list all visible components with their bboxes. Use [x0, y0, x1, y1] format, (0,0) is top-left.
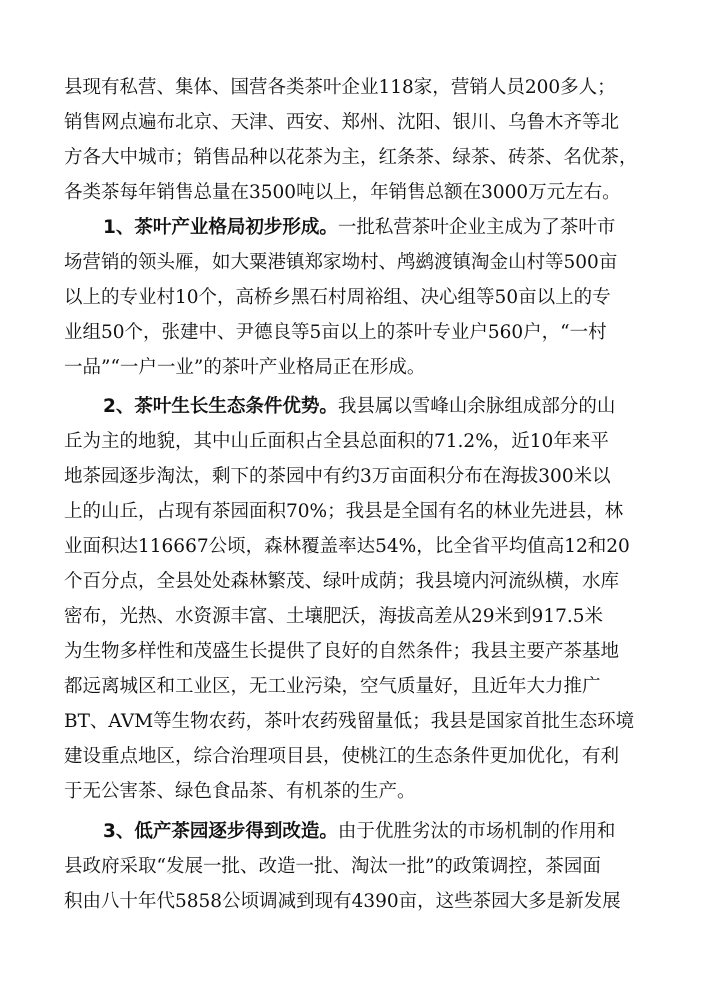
text-line: 一品”“一户一业”的茶叶产业格局正在形成。	[64, 357, 426, 378]
text-line: 县政府采取“发展一批、改造一批、淘汰一批”的政策调控，茶园面	[64, 856, 601, 877]
text-line: 丘为主的地貌，其中山丘面积占全县总面积的71.2%，近10年来平	[64, 431, 609, 452]
section-first-line	[103, 216, 615, 240]
text-line: 各类茶每年销售总量在3500吨以上，年销售总额在3000万元左右。	[64, 182, 621, 203]
text-line: 密布，光热、水资源丰富、土壤肥沃，海拔高差从29米到917.5米	[64, 606, 604, 627]
text-line: 为生物多样性和茂盛生长提供了良好的自然条件；我县主要产茶基地	[64, 641, 620, 662]
text-line: BT、AVM等生物农药，茶叶农药残留量低；我县是国家首批生态环境	[64, 711, 635, 732]
text-line: 地茶园逐步淘汰，剩下的茶园中有约3万亩面积分布在海拔300米以	[64, 466, 611, 487]
section-heading: 1、茶叶产业格局初步形成。	[103, 217, 338, 238]
text-line: 积由八十年代5858公顷调减到现有4390亩，这些茶园大多是新发展	[64, 891, 621, 912]
text-line: 以上的专业村10个，高桥乡黑石村周裕组、决心组等50亩以上的专	[64, 287, 611, 308]
text-line: 都远离城区和工业区，无工业污染，空气质量好，且近年大力推广	[64, 676, 601, 697]
section-text: 由于优胜劣汰的市场机制的作用和	[337, 821, 616, 842]
text-line: 建设重点地区，综合治理项目县，使桃江的生态条件更加优化，有利	[64, 746, 620, 767]
text-line: 业面积达116667公顷，森林覆盖率达54%，比全省平均值高12和20	[64, 536, 630, 557]
section-heading: 3、低产茶园逐步得到改造。	[103, 821, 338, 842]
section-first-line	[103, 820, 615, 844]
section-first-line	[103, 395, 615, 419]
text-line: 上的山丘，占现有茶园面积70%；我县是全国有名的林业先进县，林	[64, 501, 624, 522]
text-line: 方各大中城市；销售品种以花茶为主，红条茶、绿茶、砖茶、名优茶，	[64, 147, 638, 168]
text-line: 业组50个，张建中、尹德良等5亩以上的茶叶专业户560户，“一村	[64, 322, 607, 343]
text-line: 场营销的领头雁，如大粟港镇郑家坳村、鸬鹚渡镇淘金山村等500亩	[64, 252, 618, 273]
text-line: 个百分点，全县处处森林繁茂、绿叶成荫；我县境内河流纵横，水库	[64, 571, 620, 592]
section-heading: 2、茶叶生长生态条件优势。	[103, 396, 338, 417]
section-text: 一批私营茶叶企业主成为了茶叶市	[337, 217, 616, 238]
text-line: 销售网点遍布北京、天津、西安、郑州、沈阳、银川、乌鲁木齐等北	[64, 112, 620, 133]
section-text: 我县属以雪峰山余脉组成部分的山	[337, 396, 616, 417]
text-line: 于无公害茶、绿色食品茶、有机茶的生产。	[64, 781, 416, 802]
text-line: 县现有私营、集体、国营各类茶叶企业118家，营销人员200多人；	[64, 77, 616, 98]
